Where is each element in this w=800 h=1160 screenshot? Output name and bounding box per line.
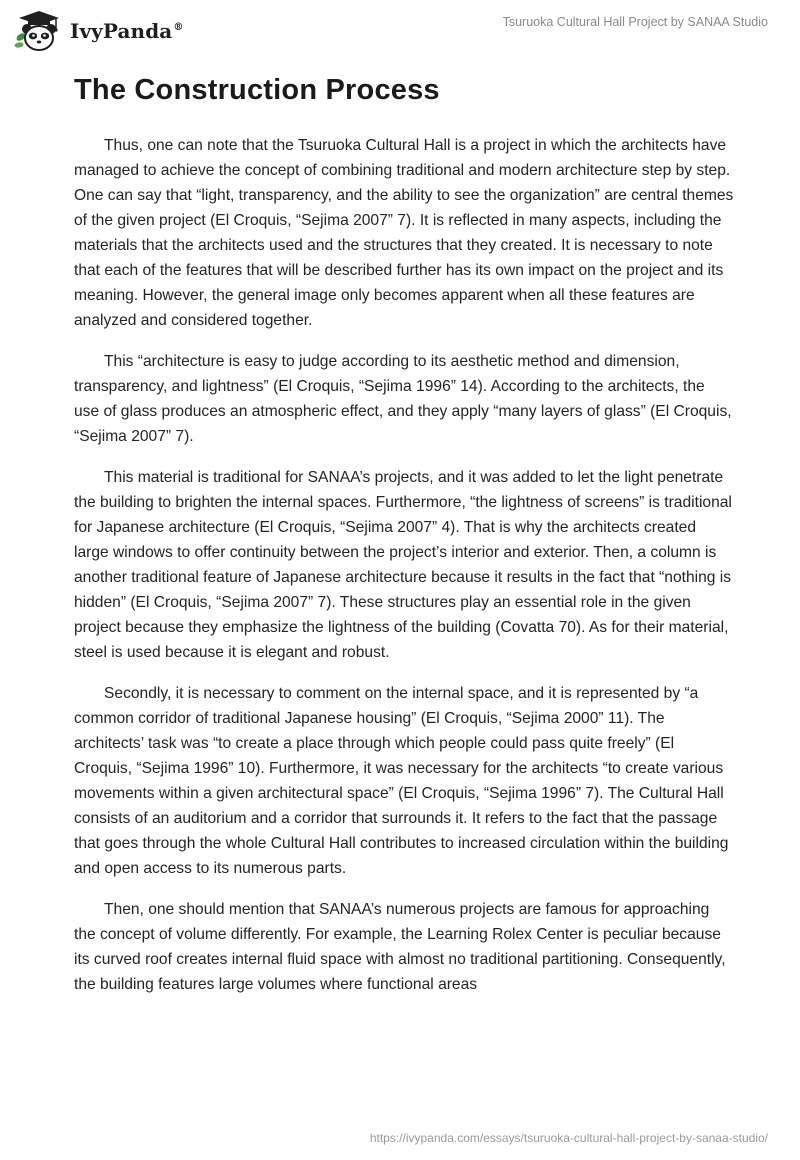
page-title: The Construction Process: [74, 74, 440, 106]
paragraph: This material is traditional for SANAA’s projects, and it was added to let the light penetrate the building to brighten the internal spaces. Furthermore, “the lightness of screens” is traditional for Japanese architecture (El Croquis, “Sejima 2007” 4). That is why the architects created large windows to offer continuity between the project’s interior and exterior. Then, a column is another traditional feature of Japanese architecture because it results in the fact that “nothing is hidden” (El Croquis, “Sejima 2007” 7). These structures play an essential role in the given project because they emphasize the lightness of the building (Covatta 70). As for their material, steel is used because it is elegant and robust.: [74, 469, 732, 661]
paragraph: Thus, one can note that the Tsuruoka Cultural Hall is a project in which the architects have managed to achieve the concept of combining traditional and modern architecture step by step. One can say that “light, transparency, and the ability to see the organization” are central themes of the given project (El Croquis, “Sejima 2007” 7). It is reflected in many aspects, including the materials that the architects used and the structures that they created. It is necessary to note that each of the features that will be described further has its own impact on the project and its meaning. However, the general image only becomes apparent when all these features are analyzed and considered together.: [74, 137, 734, 329]
essay-body: [74, 133, 734, 1013]
paragraph: Then, one should mention that SANAA’s numerous projects are famous for approaching the concept of volume differently. For example, the Learning Rolex Center is peculiar because its curved roof creates internal fluid space with almost no traditional partitioning. Consequently, the building features large volumes where functional areas: [74, 901, 726, 993]
source-url-link[interactable]: https://ivypanda.com/essays/tsuruoka-cultural-hall-project-by-sanaa-studio/: [369, 1131, 768, 1145]
document-title: Tsuruoka Cultural Hall Project by SANAA Studio: [502, 15, 768, 29]
paragraph: Secondly, it is necessary to comment on the internal space, and it is represented by “a common corridor of traditional Japanese housing” (El Croquis, “Sejima 2000” 11). The architects’ task was “to create a place through which people could pass quite freely” (El Croquis, “Sejima 1996” 10). Furthermore, it was necessary for the architects “to create various movements within a given architectural space” (El Croquis, “Sejima 1996” 7). The Cultural Hall consists of an auditorium and a corridor that surrounds it. It refers to the fact that the passage that goes through the whole Cultural Hall contributes to increased circulation within the building and open access to its numerous parts.: [74, 685, 729, 877]
page-header: [0, 0, 800, 64]
panda-graduate-icon: [14, 9, 64, 53]
ivypanda-logo[interactable]: [14, 9, 183, 53]
paragraph: This “architecture is easy to judge according to its aesthetic method and dimension, transparency, and lightness” (El Croquis, “Sejima 1996” 14). According to the architects, the use of glass produces an atmospheric effect, and they apply “many layers of glass” (El Croquis, “Sejima 2007” 7).: [74, 353, 732, 445]
logo-wordmark: IvyPanda®: [70, 19, 184, 43]
